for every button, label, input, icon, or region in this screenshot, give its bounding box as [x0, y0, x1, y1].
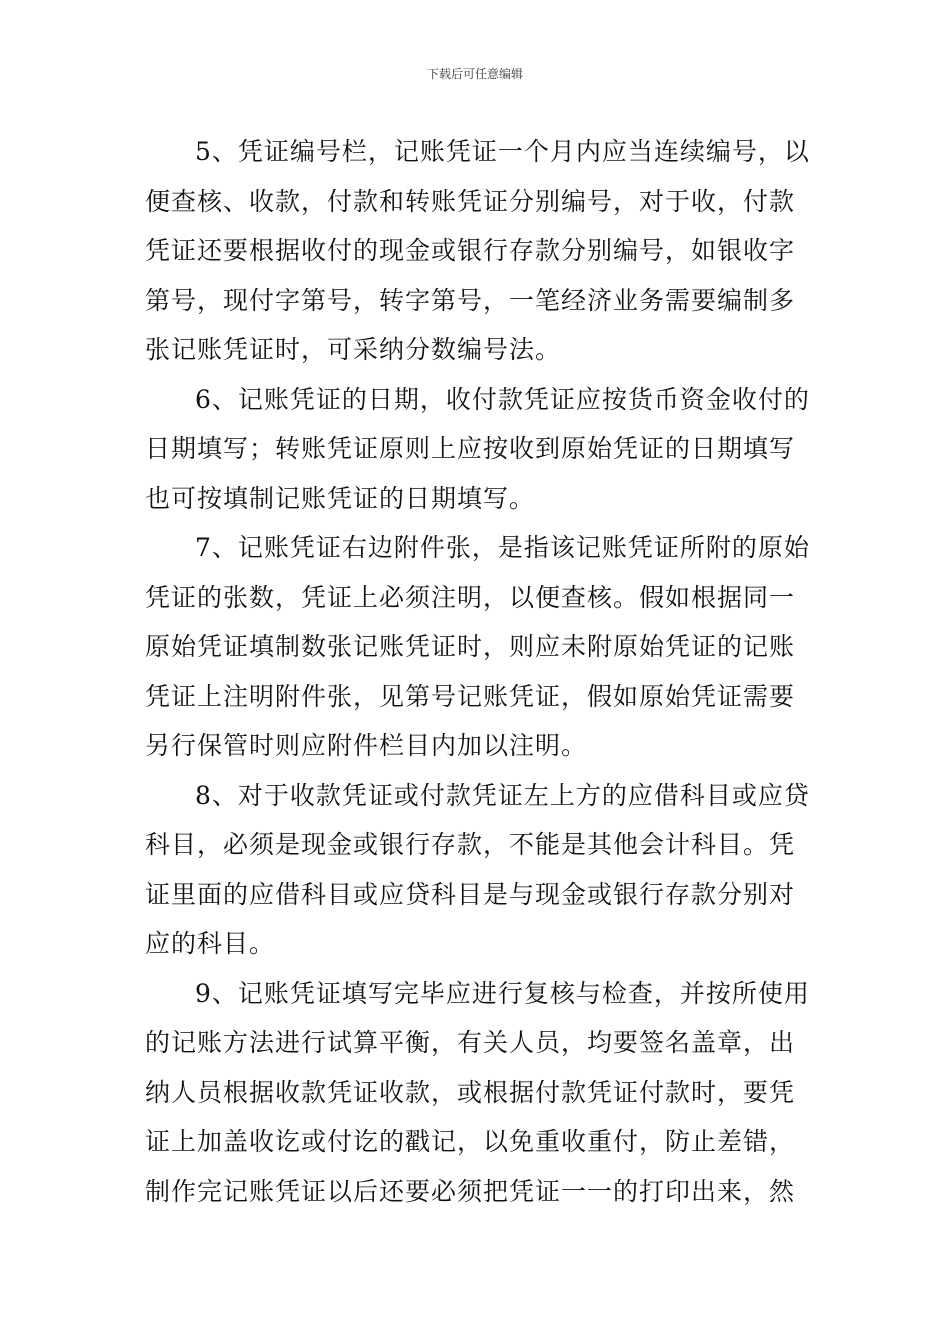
paragraph-line: 7、记账凭证右边附件张，是指该记账凭证所附的原始	[195, 533, 810, 562]
paragraph-line: 8、对于收款凭证或付款凭证左上方的应借科目或应贷	[195, 780, 810, 810]
paragraph-line: 6、记账凭证的日期，收付款凭证应按货币资金收付的	[195, 384, 810, 414]
paragraph-line: 的记账方法进行试算平衡，有关人员，均要签名盖章，出	[145, 1028, 796, 1057]
paragraph-line: 张记账凭证时，可采纳分数编号法。	[145, 335, 562, 364]
paragraph-line: 科目，必须是现金或银行存款，不能是其他会计科目。凭	[145, 830, 796, 859]
paragraph-6	[145, 379, 810, 528]
paragraph-line: 证里面的应借科目或应贷科目是与现金或银行存款分别对	[145, 879, 796, 909]
paragraph-7	[145, 527, 810, 775]
paragraph-line: 制作完记账凭证以后还要必须把凭证一一的打印出来，然	[145, 1176, 796, 1206]
paragraph-line: 纳人员根据收款凭证收款，或根据付款凭证付款时，要凭	[145, 1077, 796, 1107]
paragraph-line: 第号，现付字第号，转字第号，一笔经济业务需要编制多	[145, 285, 796, 315]
paragraph-line: 应的科目。	[145, 929, 276, 958]
paragraph-line: 便查核、收款，付款和转账凭证分别编号，对于收，付款	[145, 186, 796, 216]
paragraph-line: 也可按填制记账凭证的日期填写。	[145, 483, 536, 513]
paragraph-8	[145, 775, 810, 973]
paragraph-line: 日期填写；转账凭证原则上应按收到原始凭证的日期填写	[145, 434, 796, 463]
paragraph-line: 5、凭证编号栏，记账凭证一个月内应当连续编号，以	[195, 137, 810, 166]
paragraph-line: 另行保管时则应附件栏目内加以注明。	[145, 731, 588, 760]
document-body	[145, 131, 810, 1220]
paragraph-5	[145, 131, 810, 379]
paragraph-line: 9、记账凭证填写完毕应进行复核与检查，并按所使用	[195, 978, 810, 1008]
paragraph-line: 凭证的张数，凭证上必须注明，以便查核。假如根据同一	[145, 582, 796, 612]
page-header: 下载后可任意编辑	[426, 67, 523, 81]
paragraph-9	[145, 973, 810, 1221]
paragraph-line: 证上加盖收讫或付讫的戳记，以免重收重付，防止差错，	[145, 1127, 796, 1156]
paragraph-line: 凭证还要根据收付的现金或银行存款分别编号，如银收字	[145, 236, 796, 265]
paragraph-line: 原始凭证填制数张记账凭证时，则应未附原始凭证的记账	[145, 632, 796, 661]
paragraph-line: 凭证上注明附件张，见第号记账凭证，假如原始凭证需要	[145, 681, 796, 711]
